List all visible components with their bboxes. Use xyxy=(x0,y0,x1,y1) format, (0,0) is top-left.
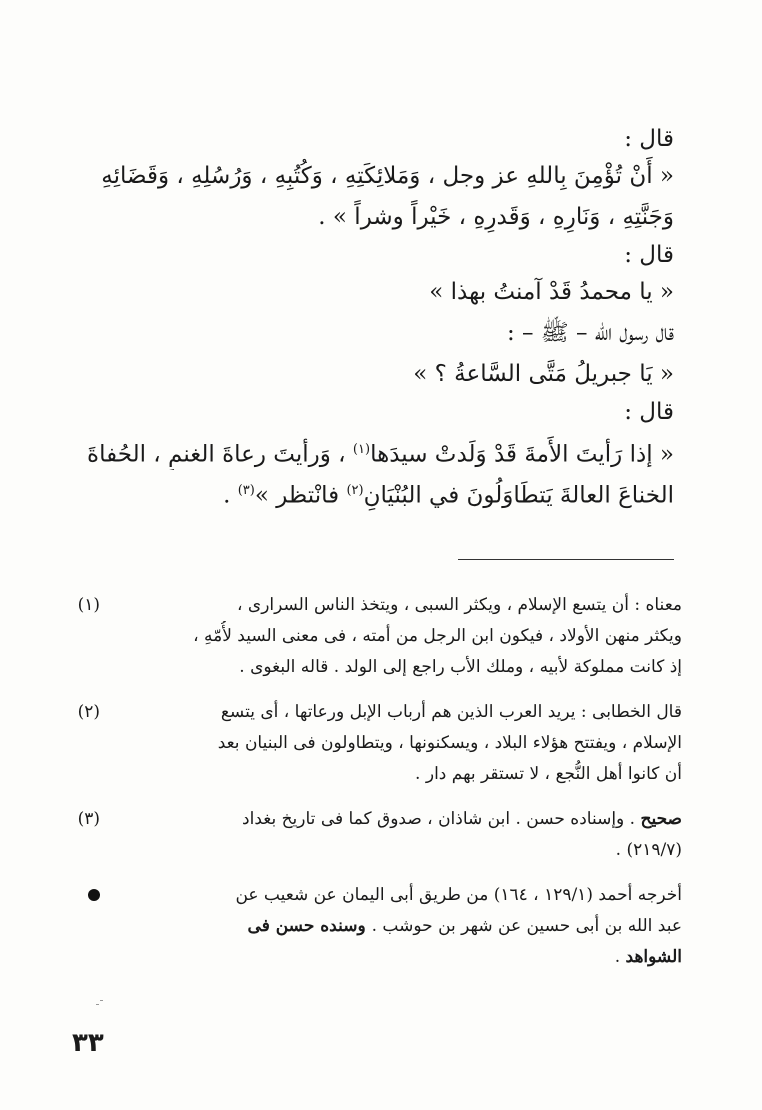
footnote-line: قال الخطابى : يريد العرب الذين هم أرباب الإبل ورعاتها ، أى يتسع xyxy=(220,702,682,722)
text-line: « أَنْ تُؤْمِنَ بِاللهِ عز وجل ، وَمَلائِكَتِهِ ، وَكُتُبِهِ ، وَرُسُلِهِ ، وَقَضَائِهِ xyxy=(101,163,674,189)
hadith-text xyxy=(56,122,674,511)
text-fragment: « إذا رَأيتَ الأَمةَ قَدْ وَلَدتْ سيدَها xyxy=(370,441,674,468)
footnote-line xyxy=(100,911,682,942)
text-fragment: . وإسناده حسن . ابن شاذان ، صدوق كما فى تاريخ بغداد xyxy=(242,809,641,829)
grading-phrase: الشواهد xyxy=(625,947,682,967)
text-fragment: . xyxy=(614,947,626,967)
text-line: وَجَنَّتِهِ ، وَنَارِهِ ، وَقَدرِهِ ، خَيْراً وشراً » . xyxy=(318,204,674,230)
bullet-icon xyxy=(88,889,100,901)
scan-speck xyxy=(96,1004,99,1005)
text-fragment: الخناعَ العالةَ يَتطَاوَلُونَ في البُنْيَانِ xyxy=(363,482,674,509)
footnote-line: إذ كانت مملوكة لأبيه ، وملك الأب راجع إلى الولد . قاله البغوى . xyxy=(239,657,682,677)
footnote-line: ويكثر منهن الأولاد ، فيكون ابن الرجل من أمته ، فى معنى السيد لأُمّهِ ، xyxy=(193,626,682,646)
footnote-line: أخرجه أحمد (١٢٩/١ ، ١٦٤) من طريق أبى اليمان عن شعيب عن xyxy=(235,885,682,905)
grading-word: صحيح xyxy=(640,809,682,829)
footnote-ref-3[interactable]: (٣) xyxy=(237,483,255,498)
footnote-line xyxy=(100,942,682,973)
text-line xyxy=(56,429,674,470)
footnotes xyxy=(56,590,682,987)
footnote-2 xyxy=(56,697,682,790)
footnote-line: معناه : أن يتسع الإسلام ، ويكثر السبى ، ويتخذ الناس السرارى ، xyxy=(237,595,682,615)
text-line: « يَا جبريلُ مَتَّى السَّاعةُ ؟ » xyxy=(413,361,674,387)
scan-speck xyxy=(100,1000,103,1001)
page-number: ٣٣ xyxy=(72,1028,104,1058)
text-line: قال : xyxy=(624,399,674,425)
text-fragment: عبد الله بن أبى حسين عن شهر بن حوشب . xyxy=(371,916,682,936)
footnote-line: أن كانوا أهل النُّجع ، لا تستقر بهم دار . xyxy=(415,764,682,784)
text-line xyxy=(56,470,674,511)
takhrij-note xyxy=(56,880,682,973)
footnote-1 xyxy=(56,590,682,683)
text-fragment: فانْتظر » xyxy=(254,482,347,509)
text-line: قال : xyxy=(624,126,674,152)
footnote-line: (٢١٩/٧) . xyxy=(615,840,682,860)
footnote-line: الإسلام ، ويفتتح هؤلاء البلاد ، ويسكنونها ، ويتطاولون فى البنيان بعد xyxy=(217,733,682,753)
text-line: قال رسول الله – ﷺ – : xyxy=(507,320,674,346)
footnote-number: (٢) xyxy=(77,702,100,722)
footnote-number: (١) xyxy=(77,595,100,615)
text-fragment: ، وَرأيتَ رعاةَ الغنمِ ، الحُفاةَ xyxy=(87,441,353,468)
text-line: قال : xyxy=(624,242,674,268)
footnote-ref-1[interactable]: (١) xyxy=(352,442,371,457)
footnote-number: (٣) xyxy=(77,809,100,829)
footnote-3 xyxy=(56,804,682,866)
footnote-line xyxy=(100,804,682,835)
footnote-ref-2[interactable]: (٢) xyxy=(346,483,364,498)
grading-phrase: وسنده حسن فى xyxy=(247,916,372,936)
footnote-separator xyxy=(458,559,674,560)
text-line: « يا محمدُ قَدْ آمنتُ بهذا » xyxy=(429,279,674,305)
text-fragment: . xyxy=(223,482,238,509)
